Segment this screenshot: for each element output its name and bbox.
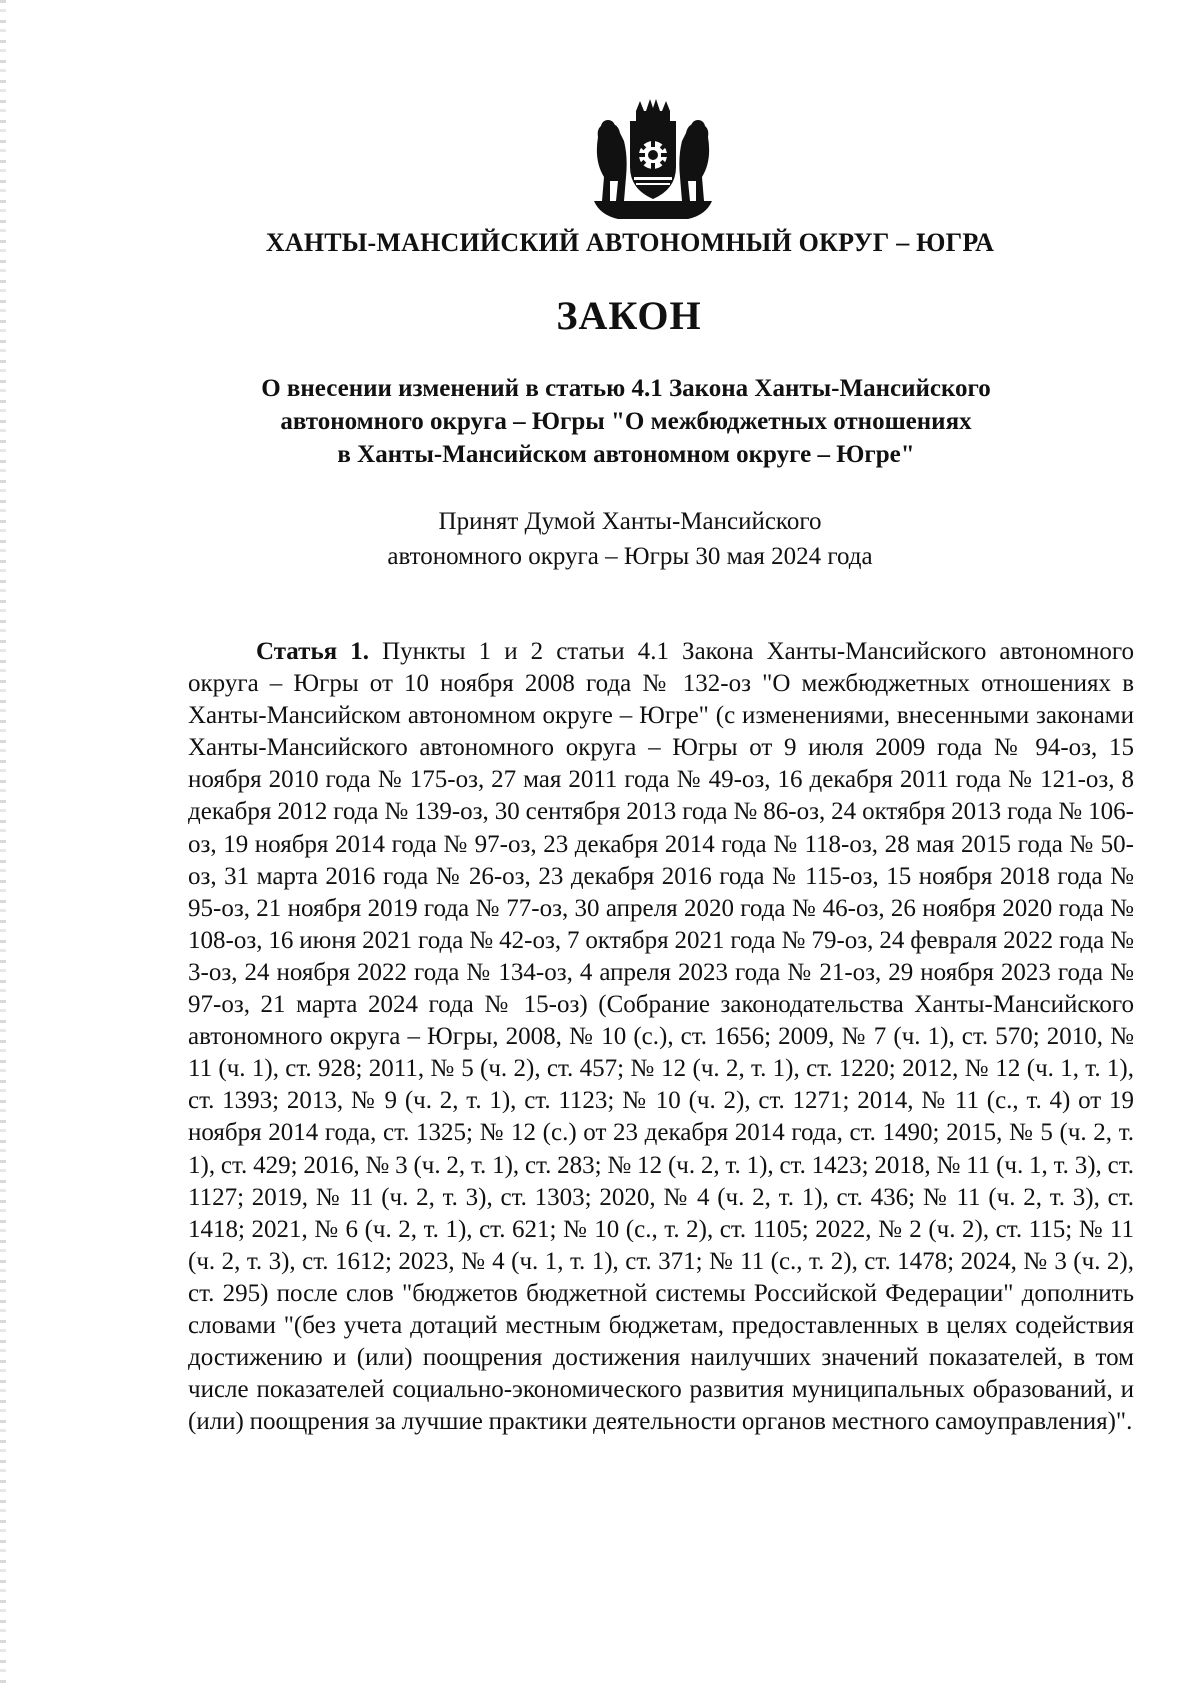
adoption-note-line: автономного округа – Югры 30 мая 2024 года [387,543,873,570]
article-label: Статья 1. [256,638,370,665]
law-title-line: автономного округа – Югры "О межбюджетных отношениях [280,408,972,435]
article-text: Пункты 1 и 2 статьи 4.1 Закона Ханты-Мансийского автономного округа – Югры от 10 ноября 2008 года № 132-оз "О межбюджетных отношениях в Ханты-Мансийском автономном округе – Югре" (с изменениями, внесенными законами Ханты-Мансийского автономного округа – Югры от 9 июля 2009 года № 94-оз, 15 ноября 2010 года № 175-оз, 27 мая 2011 года № 49-оз, 16 декабря 2011 года № 121-оз, 8 декабря 2012 года № 139-оз, 30 сентября 2013 года № 86-оз, 24 октября 2013 года № 106-оз, 19 ноября 2014 года № 97-оз, 23 декабря 2014 года № 118-оз, 28 мая 2015 года № 50-оз, 31 марта 2016 года № 26-оз, 23 декабря 2016 года № 115-оз, 15 ноября 2018 года № 95-оз, 21 ноября 2019 года № 77-оз, 30 апреля 2020 года № 46-оз, 26 ноября 2020 года № 108-оз, 16 июня 2021 года № 42-оз, 7 октября 2021 года № 79-оз, 24 февраля 2022 года № 3-оз, 24 ноября 2022 года № 134-оз, 4 апреля 2023 года № 21-оз, 29 ноября 2023 года № 97-оз, 21 марта 2024 года № 15-оз) (Собрание законодательства Ханты-Мансийского автономного округа – Югры, 2008, № 10 (с.), ст. 1656; 2009, № 7 (ч. 1), ст. 570; 2010, № 11 (ч. 1), ст. 928; 2011, № 5 (ч. 2), ст. 457; № 12 (ч. 2, т. 1), ст. 1220; 2012, № 12 (ч. 1, т. 1), ст. 1393; 2013, № 9 (ч. 2, т. 1), ст. 1123; № 10 (ч. 2), ст. 1271; 2014, № 11 (с., т. 4) от 19 ноября 2014 года, ст. 1325; № 12 (с.) от 23 декабря 2014 года, ст. 1490; 2015, № 5 (ч. 2, т. 1), ст. 429; 2016, № 3 (ч. 2, т. 1), ст. 283; № 12 (ч. 2, т. 1), ст. 1423; 2018, № 11 (ч. 1, т. 3), ст. 1127; 2019, № 11 (ч. 2, т. 3), ст. 1303; 2020, № 4 (ч. 2, т. 1), ст. 436; № 11 (ч. 2, т. 3), ст. 1418; 2021, № 6 (ч. 2, т. 1), ст. 621; № 10 (с., т. 2), ст. 1105; 2022, № 2 (ч. 2), ст. 115; № 11 (ч. 2, т. 3), ст. 1612; 2023, № 4 (ч. 1, т. 1), ст. 371; № 11 (с., т. 2), ст. 1478; 2024, № 3 (ч. 2), ст. 295) после слов "бюджетов бюджетной системы Российской Федерации" дополнить словами "(без учета дотаций местным бюджетам, предоставленных в целях содействия достижению и (или) поощрения достижения наилучших значений показателей, в том числе показателей социально-экономического развития муниципальных образований, и (или) поощрения за лучшие практики деятельности органов местного самоуправления)". [188,638,1135,1436]
law-title [0,372,1200,471]
law-title-line: в Ханты-Мансийском автономном округе – Югре" [337,441,915,468]
adoption-note-line: Принят Думой Ханты-Мансийского [438,508,822,535]
region-heading: ХАНТЫ-МАНСИЙСКИЙ АВТОНОМНЫЙ ОКРУГ – ЮГРА [265,228,995,257]
adoption-note [0,504,1200,574]
law-title-line: О внесении изменений в статью 4.1 Закона Ханты-Мансийского [261,375,991,402]
coat-of-arms-emblem [588,97,718,227]
article-1-paragraph [188,636,1134,1438]
document-type-heading: ЗАКОН [556,293,702,338]
